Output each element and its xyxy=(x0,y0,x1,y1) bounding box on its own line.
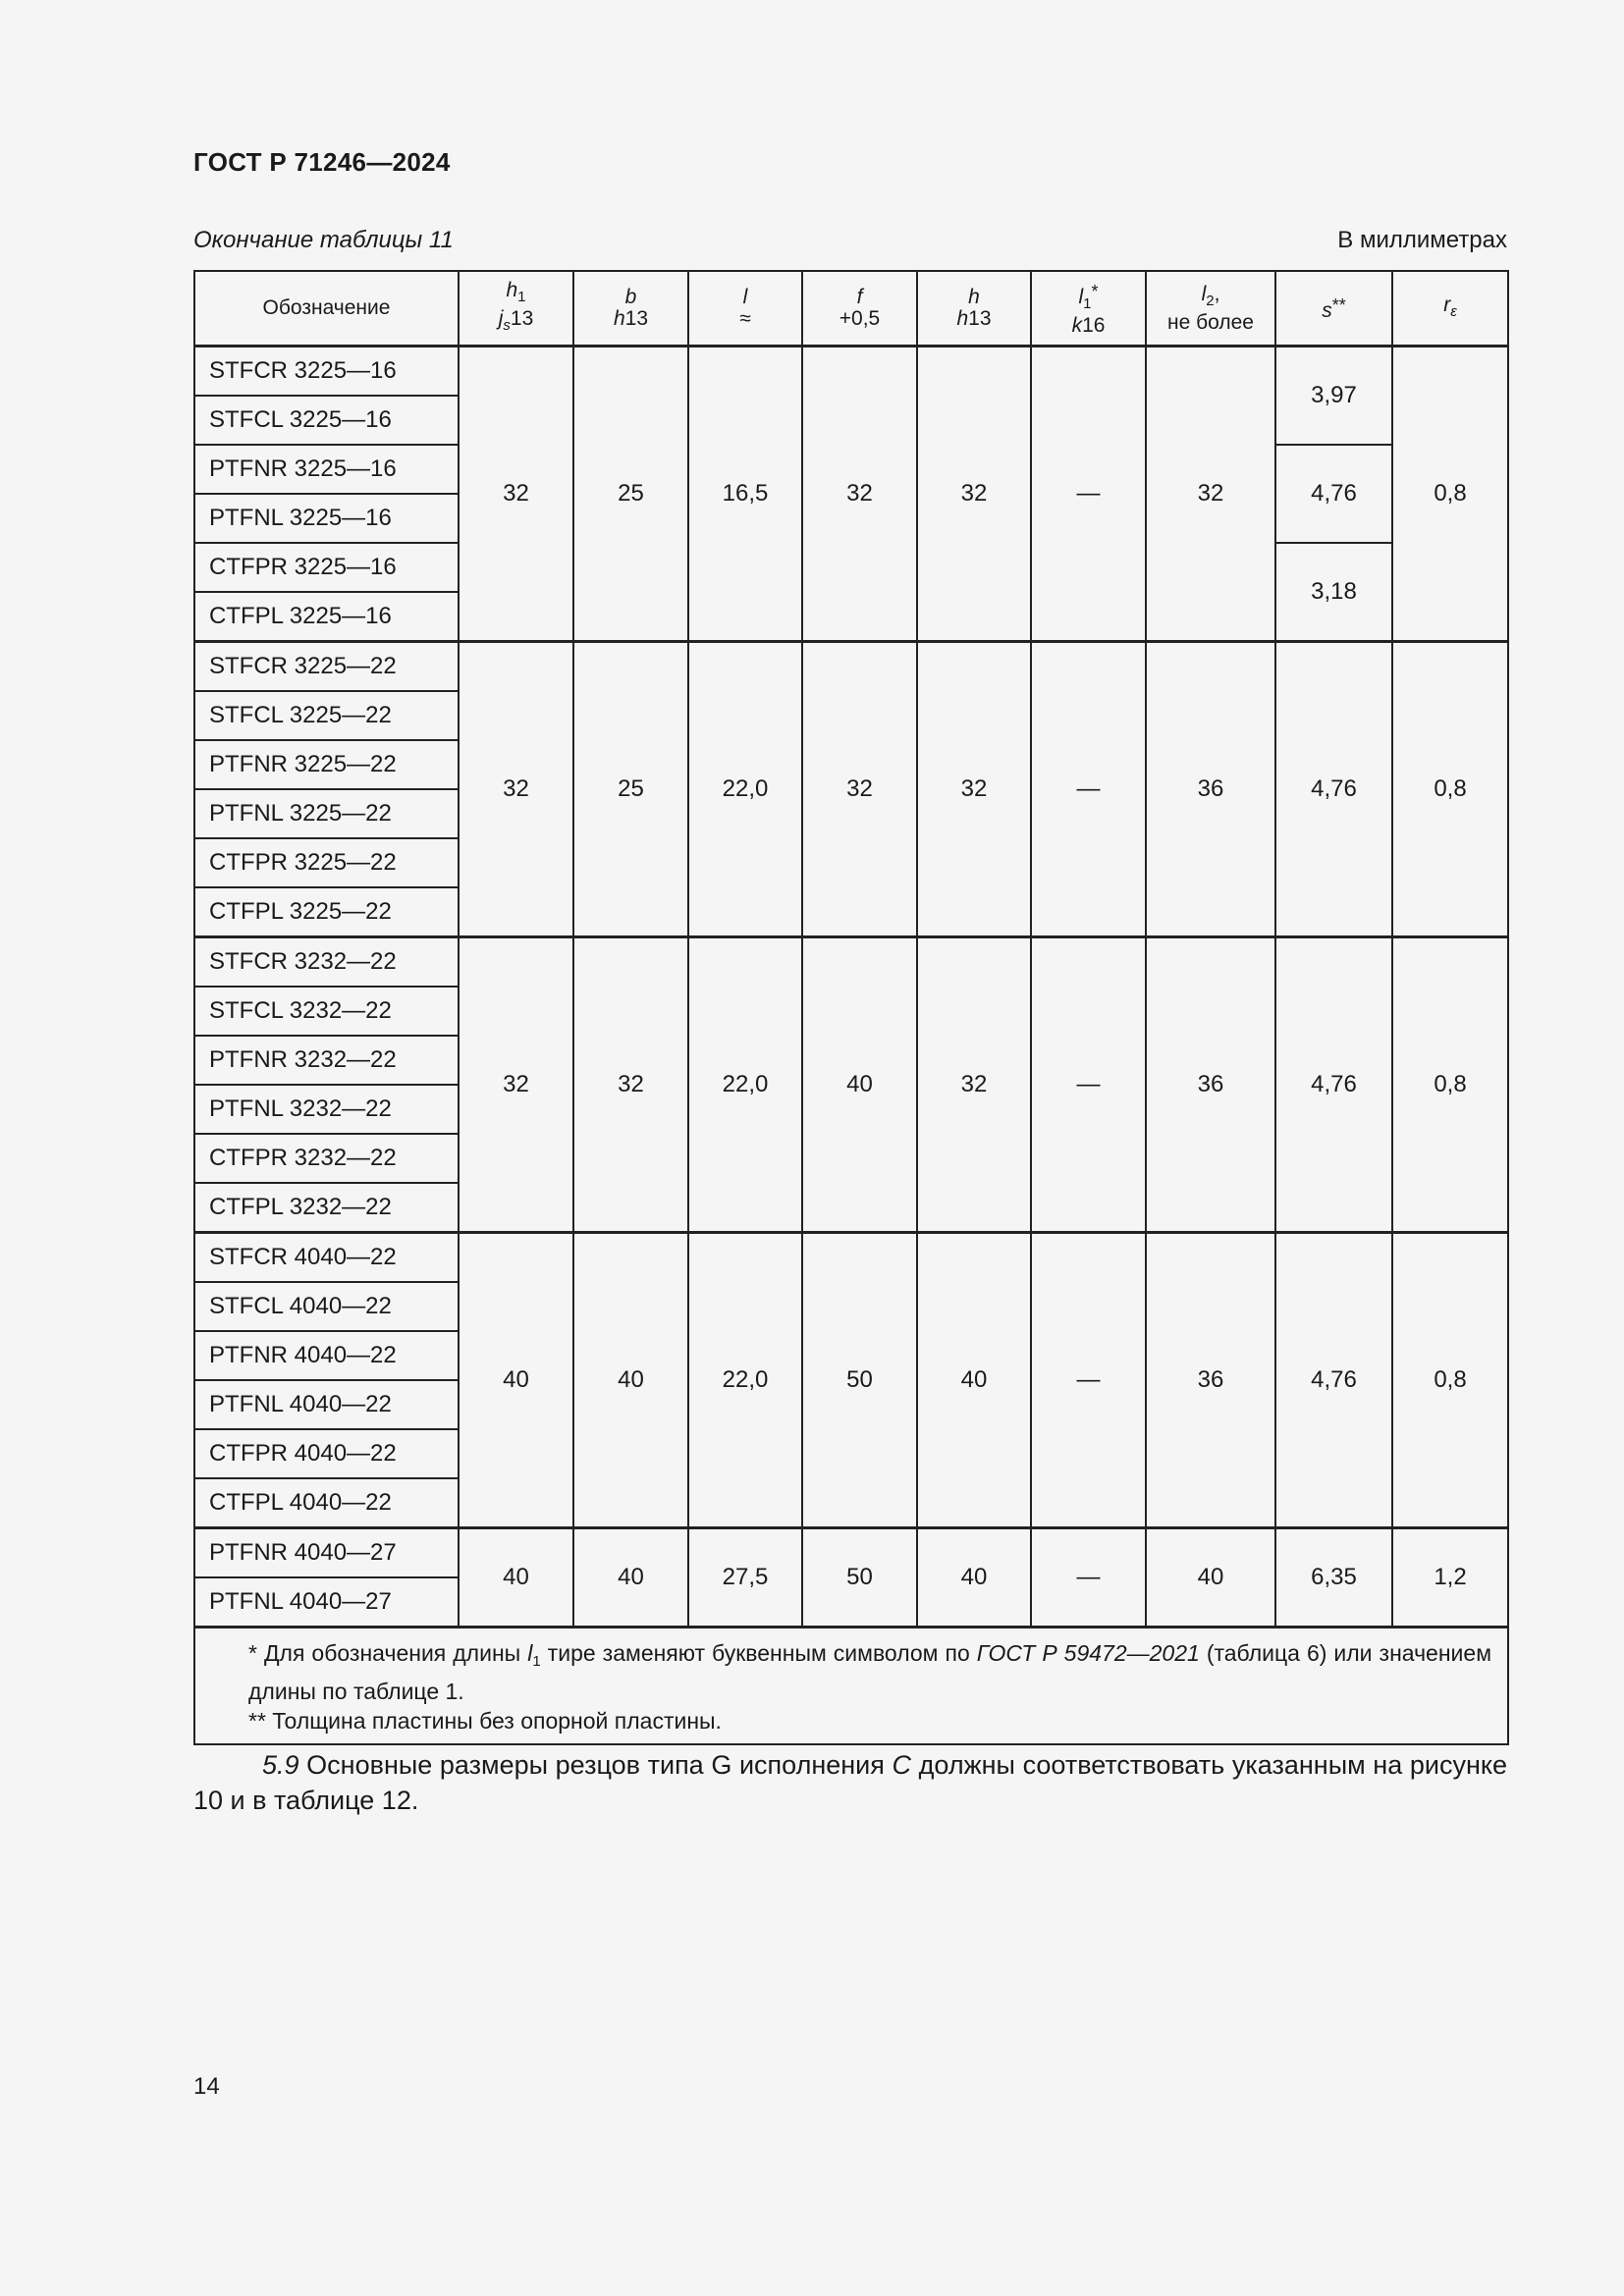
designation-cell: PTFNL 3232—22 xyxy=(194,1085,459,1134)
table-notes xyxy=(194,1628,1508,1745)
designation-cell: STFCL 3232—22 xyxy=(194,987,459,1036)
col-header-f: f +0,5 xyxy=(802,271,917,347)
h-cell: 40 xyxy=(917,1528,1031,1628)
f-cell: 50 xyxy=(802,1528,917,1628)
designation-cell: CTFPL 4040—22 xyxy=(194,1478,459,1528)
section-paragraph: 5.9 Основные размеры резцов типа G исполнения C должны соответствовать указанным на рисунке 10 и в таблице 12. xyxy=(193,1750,1507,1815)
f-cell: 32 xyxy=(802,347,917,642)
dimensions-table xyxy=(193,270,1509,1745)
designation-cell: PTFNR 3232—22 xyxy=(194,1036,459,1085)
l-cell: 22,0 xyxy=(688,642,802,937)
designation-cell: CTFPR 3225—16 xyxy=(194,543,459,592)
h1-cell: 32 xyxy=(459,642,573,937)
col-header-s: s** xyxy=(1275,271,1392,347)
h1-cell: 32 xyxy=(459,347,573,642)
table-continuation-caption: Окончание таблицы 11 xyxy=(193,227,454,253)
s-cell: 4,76 xyxy=(1275,445,1392,543)
b-cell: 32 xyxy=(573,937,688,1233)
designation-cell: CTFPR 3225—22 xyxy=(194,838,459,887)
designation-cell: PTFNL 4040—22 xyxy=(194,1380,459,1429)
f-cell: 50 xyxy=(802,1233,917,1528)
designation-cell: PTFNR 3225—22 xyxy=(194,740,459,789)
col-header-r: $r_\varepsilon$ xyxy=(1392,271,1508,347)
col-header-l1: $l_1*$ k16 xyxy=(1031,271,1146,347)
designation-cell: STFCL 3225—22 xyxy=(194,691,459,740)
s-cell: 4,76 xyxy=(1275,1233,1392,1528)
l1-cell: — xyxy=(1031,937,1146,1233)
h1-cell: 40 xyxy=(459,1528,573,1628)
designation-cell: STFCL 3225—16 xyxy=(194,396,459,445)
page-number: 14 xyxy=(193,2073,220,2100)
h-cell: 32 xyxy=(917,642,1031,937)
designation-cell: CTFPL 3225—16 xyxy=(194,592,459,642)
col-header-l: l ≈ xyxy=(688,271,802,347)
b-cell: 40 xyxy=(573,1233,688,1528)
clause-number: 5.9 xyxy=(262,1750,299,1780)
designation-cell: STFCR 4040—22 xyxy=(194,1233,459,1283)
l-cell: 16,5 xyxy=(688,347,802,642)
designation-cell: PTFNR 3225—16 xyxy=(194,445,459,494)
l1-cell: — xyxy=(1031,347,1146,642)
designation-cell: STFCR 3225—16 xyxy=(194,347,459,397)
designation-cell: CTFPR 4040—22 xyxy=(194,1429,459,1478)
table-notes-row xyxy=(194,1628,1508,1745)
designation-cell: PTFNR 4040—27 xyxy=(194,1528,459,1578)
l2-cell: 36 xyxy=(1146,642,1275,937)
col-header-designation: Обозначение xyxy=(194,271,459,347)
f-cell: 32 xyxy=(802,642,917,937)
col-header-l2: $l_2$, не более xyxy=(1146,271,1275,347)
table-row xyxy=(194,642,1508,692)
l2-cell: 36 xyxy=(1146,1233,1275,1528)
l2-cell: 32 xyxy=(1146,347,1275,642)
designation-cell: PTFNL 4040—27 xyxy=(194,1577,459,1628)
units-caption: В миллиметрах xyxy=(1337,227,1507,253)
l1-cell: — xyxy=(1031,1233,1146,1528)
designation-cell: PTFNL 3225—16 xyxy=(194,494,459,543)
designation-cell: PTFNL 3225—22 xyxy=(194,789,459,838)
s-cell: 6,35 xyxy=(1275,1528,1392,1628)
h1-cell: 32 xyxy=(459,937,573,1233)
l1-cell: — xyxy=(1031,1528,1146,1628)
table-row xyxy=(194,1528,1508,1578)
h1-cell: 40 xyxy=(459,1233,573,1528)
h-cell: 32 xyxy=(917,347,1031,642)
s-cell: 3,18 xyxy=(1275,543,1392,642)
s-cell: 4,76 xyxy=(1275,937,1392,1233)
designation-cell: CTFPL 3225—22 xyxy=(194,887,459,937)
designation-cell: CTFPR 3232—22 xyxy=(194,1134,459,1183)
b-cell: 25 xyxy=(573,642,688,937)
table-row xyxy=(194,1233,1508,1283)
table-row xyxy=(194,937,1508,988)
table-row xyxy=(194,347,1508,397)
r-cell: 0,8 xyxy=(1392,1233,1508,1528)
l2-cell: 36 xyxy=(1146,937,1275,1233)
table-note-1: * Для обозначения длины $l_1$ тире заменяют буквенным символом по ГОСТ Р 59472—2021 (таблица 6) или значением длины по таблице 1. xyxy=(248,1640,1491,1704)
r-cell: 0,8 xyxy=(1392,347,1508,642)
col-header-h: h h13 xyxy=(917,271,1031,347)
document-header: ГОСТ Р 71246—2024 xyxy=(193,147,451,177)
table-note-2: ** Толщина пластины без опорной пластины. xyxy=(248,1708,722,1734)
l-cell: 22,0 xyxy=(688,937,802,1233)
designation-cell: PTFNR 4040—22 xyxy=(194,1331,459,1380)
designation-cell: STFCR 3232—22 xyxy=(194,937,459,988)
l-cell: 27,5 xyxy=(688,1528,802,1628)
f-cell: 40 xyxy=(802,937,917,1233)
b-cell: 25 xyxy=(573,347,688,642)
r-cell: 0,8 xyxy=(1392,642,1508,937)
l1-cell: — xyxy=(1031,642,1146,937)
h-cell: 32 xyxy=(917,937,1031,1233)
designation-cell: CTFPL 3232—22 xyxy=(194,1183,459,1233)
b-cell: 40 xyxy=(573,1528,688,1628)
r-cell: 0,8 xyxy=(1392,937,1508,1233)
h-cell: 40 xyxy=(917,1233,1031,1528)
col-header-b: b h13 xyxy=(573,271,688,347)
s-cell: 3,97 xyxy=(1275,347,1392,446)
table-header-row xyxy=(194,271,1508,347)
col-header-h1: $h_1$ $j_s13$ xyxy=(459,271,573,347)
standard-reference: ГОСТ Р 59472—2021 xyxy=(976,1640,1200,1666)
l2-cell: 40 xyxy=(1146,1528,1275,1628)
r-cell: 1,2 xyxy=(1392,1528,1508,1628)
l-cell: 22,0 xyxy=(688,1233,802,1528)
designation-cell: STFCL 4040—22 xyxy=(194,1282,459,1331)
designation-cell: STFCR 3225—22 xyxy=(194,642,459,692)
s-cell: 4,76 xyxy=(1275,642,1392,937)
